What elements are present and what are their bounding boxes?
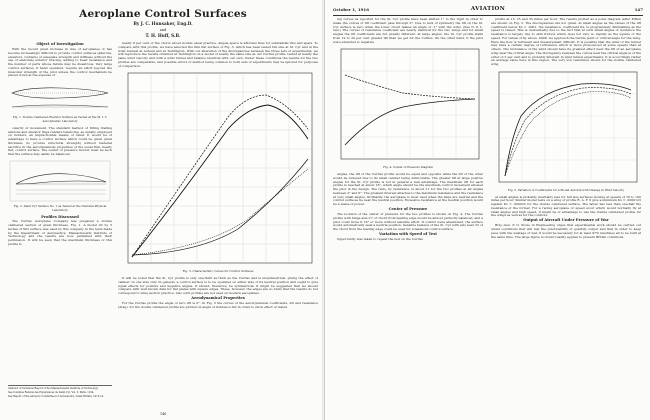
footnote-2: See Comptes Rendus des Experiences de Saint-Cyr, Vol. 3, Paris, 1914. bbox=[8, 390, 95, 394]
heading-object: Object of Investigation bbox=[36, 42, 84, 47]
body-paragraph: It will be noted that the St. Cyr profile is only one-third as thick as the Curtiss and is unsymmetrical, giving the effect of camber on one side only. In general, a control surface is to be operated on either side of its neutral position and ought to give equal effects for positive and negative angles. It should, therefore, be symmetrical. It might be suggested that we should compare with well known data for flat plates with square edges. These, however, the edges are so blunt that the results do not correspond to wing section practice. Also such profiles are not used on modern aeroplanes. bbox=[118, 276, 318, 296]
figure-caption: Fig. 2. Saint Cyr Surface No. 1 as Tested at the National Physical Laboratory bbox=[13, 204, 107, 212]
running-head bbox=[333, 5, 643, 16]
body-paragraph: nearly 8 per cent of the chord; about double usual practice. Angels space is afforded thus for substantial ribs and spars. To compare with this profile, we have selected the thin flat surface of Fig. 3, which has been tested full size at St. Cyr and in the wind tunnels at Auteuil and at Teddington. With our alteration of the discrepancies between the three sets of experiments, we will reproduce the results obtained at Teddington on a model of nearly the same size as our Curtiss profile, tested at nearly the same wind velocity and with a wind tunnel and balance identical with our own. Under these conditions the results for the two profiles are comparable, and possible errors of method being common to both sets of experiments may be ignored for purposes of comparison. bbox=[118, 42, 318, 68]
heading-aerodynamical: Aerodynamical Properties bbox=[191, 296, 245, 301]
fig2-saint-cyr-section-diagram bbox=[8, 158, 112, 204]
body-paragraph: Brig.-Gen. P. O. Stone in Engineering urges that experimental work should be carried out under conditions that will test the practicability of quantity output and that in order to keep pace with the wastage of war, it would be necessary for at least 97% machines all to be built at the same time. The large figure no doubt readily applies to present British conditions. bbox=[491, 223, 641, 239]
figure-caption: Fig. 5. Variation of Coefficients for a Model Aerofoil with Change in Wind Velocity bbox=[507, 187, 625, 192]
left-column-1 bbox=[8, 42, 112, 382]
body-paragraph: For the Curtiss profile the angle of zero lift is 0°. In Fig. 3 the curves of the aerodynamical coefficients, lift and resistance (drag), for the double cambered profile are plotted on angle of incidence but in order to show effect of tested bbox=[118, 301, 318, 309]
right-page bbox=[325, 0, 650, 420]
body-paragraph: With the recent great increase in size of aeroplanes, it has become increasingly difficult to provide control surfaces (ailerons, elevators, rudders) of adequate strength and stiffness without the use of elaborate exterior bracing, adding to head resistance and the number of parts whose failure may be disastrous. Very large control surfaces, if hand operated, require an effort beyond the muscular strength of the pilot unless the control mechanism be placed down at the expense of bbox=[8, 47, 112, 78]
fig1-elevator-section-diagram bbox=[8, 79, 112, 115]
figure-caption: Fig. 1. Double Cambered Elevator Surface as Tested at the M. I. T. Aerodynamic Laboratory bbox=[12, 115, 108, 124]
body-paragraph: celerity of movement. The standard method of fitting trailing ailerons and elevator flaps renders balancing, as usually employed on rudders, an impracticable means of relief. It would be of advantage to have a control surface which could be given great thickness (to provide structural strength) without material sacrifice in the aerodynamical properties of the usual thin, nearly flat, control surface. The center of pressure motion must be such that the surface may safely be balanced. bbox=[8, 125, 112, 157]
issue-date: October 1, 1916 bbox=[333, 7, 369, 12]
left-column-2 bbox=[118, 42, 318, 412]
body-paragraph: profile at 15, 25 and 35 miles per hour. The results plotted as a polar diagram (after Eiffel) are shown on Fig. 5. The discrepancies are not great. At small angles as the values of the lift coefficient below Kx = .0001, the resistance, coefficient Kx, is progressively diminishing as the speed is raised. This is undoubtedly due to the fact that at such small angles of incidence the resistance is largely due to skin friction which does not vary so rapidly as the square of the speed. For values of Ky above .0008, we approach the burble point or critical angle for the wing. Here the flow is turbulent and measurement difficult. It is possible that the wind of the tunnel may have a certain degree of turbulence which is more pronounced at some speeds than at others. The turbulence of the wind should have its greatest effect near the lift of an aeroplane wing near the critical angle. The discrepancy between the curves near the critical angle is of the order of 5 per cent and is probably inherent in wind tunnel experiments. It is accordingly rather an average value here in this region. The very low resistance shown for the double cambered wing bbox=[491, 18, 641, 66]
right-column-2 bbox=[491, 18, 641, 414]
magazine-name: AVIATION bbox=[470, 6, 506, 12]
page-number: 146 bbox=[160, 412, 167, 416]
author-2: T. H. Huff, S.B. bbox=[145, 33, 181, 38]
heading-speed-of-test: Variation with Speed of Test bbox=[379, 232, 437, 236]
body-paragraph: The Curtiss Aeroplane Company has prepared a double cambered section of great thickness, Fig. 1. A model 20 by 3 inches of this surface was used by this company in the tests made by the Department of Aeronautics, Massachusetts Institute of Technology and the results are now published with their permission. It will be seen that the maximum thickness of this profile is bbox=[8, 219, 112, 246]
right-column-1 bbox=[333, 18, 483, 414]
fig4-center-of-pressure-diagram bbox=[333, 45, 483, 165]
figure-caption: Fig. 4. Center of Pressure Diagram bbox=[383, 165, 433, 170]
heading-profiles: Profiles Discussed bbox=[41, 214, 79, 219]
body-paragraph: at small angles is probably inevitably less for full size surfaces moving at speeds of 70 to 100 miles per hour. Similar model tests on a wing of profile R. A. F. 6 give a minimum Kx = .0000123 against Kx = .000025 for the double cambered surface. The latter has less than one-half the resistance of the former. For a racing aeroplane or speed scout which would normally fly at small angles and high speed, it might be of advantage to use the double cambered profile for the wings as well as for the controls. bbox=[491, 194, 641, 218]
heading-output-of-aircraft: Output of Aircraft Under Pressure of War bbox=[523, 218, 609, 223]
fig3-characteristic-curves-chart bbox=[118, 69, 318, 269]
body-paragraph: Opportunity was taken to repeat the test on the Curtiss bbox=[337, 236, 423, 241]
fig5-polar-diagram bbox=[491, 68, 641, 188]
author-conjunction: and bbox=[159, 28, 167, 32]
footnote-3: See Report of the Advisory Committee for Aeronautics, Great Britain, 1913-14. bbox=[8, 394, 104, 398]
footnotes bbox=[8, 385, 112, 398]
body-paragraph: The location of the center of pressure for the two profiles is shown on Fig. 4. The Curtiss profile with hinge axis 2½ of chord from leading edge would be almost perfectly balanced, and a pilot could move it 18° or more without sensible effort. If control were abandoned, the surface would automatically seek a neutral position. Sensible balance of the St. Cyr with axis near 25 of the chord from the leading edge could be used for a balanced control surface. bbox=[333, 212, 483, 232]
body-paragraph: angles, the lift of the Curtiss profile would be equal and opposite while the lift of the other would be reduced due to its small camber being unfavorable. The greater lift at large positive angles for the St. Cyr profile is not in general a real advantage. The maximum lift for each profile is reached at about 16°, which angle should be the maximum control movement allowed the pilot in the design. The ratio, by resistance, is about 11 for the two profiles at all angles between 2° and 6°. The greatest interest attaches to the maximum resistance and the resistance at very small angles. Ordinarily, the aeroplane is most used when the flaps are neutral and the control surfaces lie near the neutral position. Excessive resistance at the neutral position would be a waste of power. bbox=[333, 172, 483, 207]
author-1: By J. C. Hunsaker, Eng.D. bbox=[133, 21, 193, 26]
page-number: 147 bbox=[634, 7, 643, 12]
figure-caption: Fig. 3. Characteristic Curves for Control Surfaces bbox=[182, 269, 254, 274]
article-title: Aeroplane Control Surfaces bbox=[79, 8, 247, 20]
body-paragraph: ing curves as reported for the St. Cyr profile have been shifted 1° to the right in order to make the curves of lift coefficient pass through 0°. Due to lack of symmetry the lift on the St. Cyr surface is zero when the lower chord makes an angle of -1° with the wind. (See N. P. L. test.) The curves of resistance coefficient are nearly identical for the two wings and for small angles the lift coefficients are not greatly different. At large angles, the St. Cyr profile stalls from 19 to 20 per cent greater lift than we get for the Curtiss. On the other hand, if the pilot were extended to negative bbox=[333, 18, 483, 44]
footnote-1: Abstract of Technical Report of the Massachusetts Institute of Technology. bbox=[8, 387, 99, 390]
heading-center-of-pressure: Center of Pressure bbox=[388, 207, 428, 212]
